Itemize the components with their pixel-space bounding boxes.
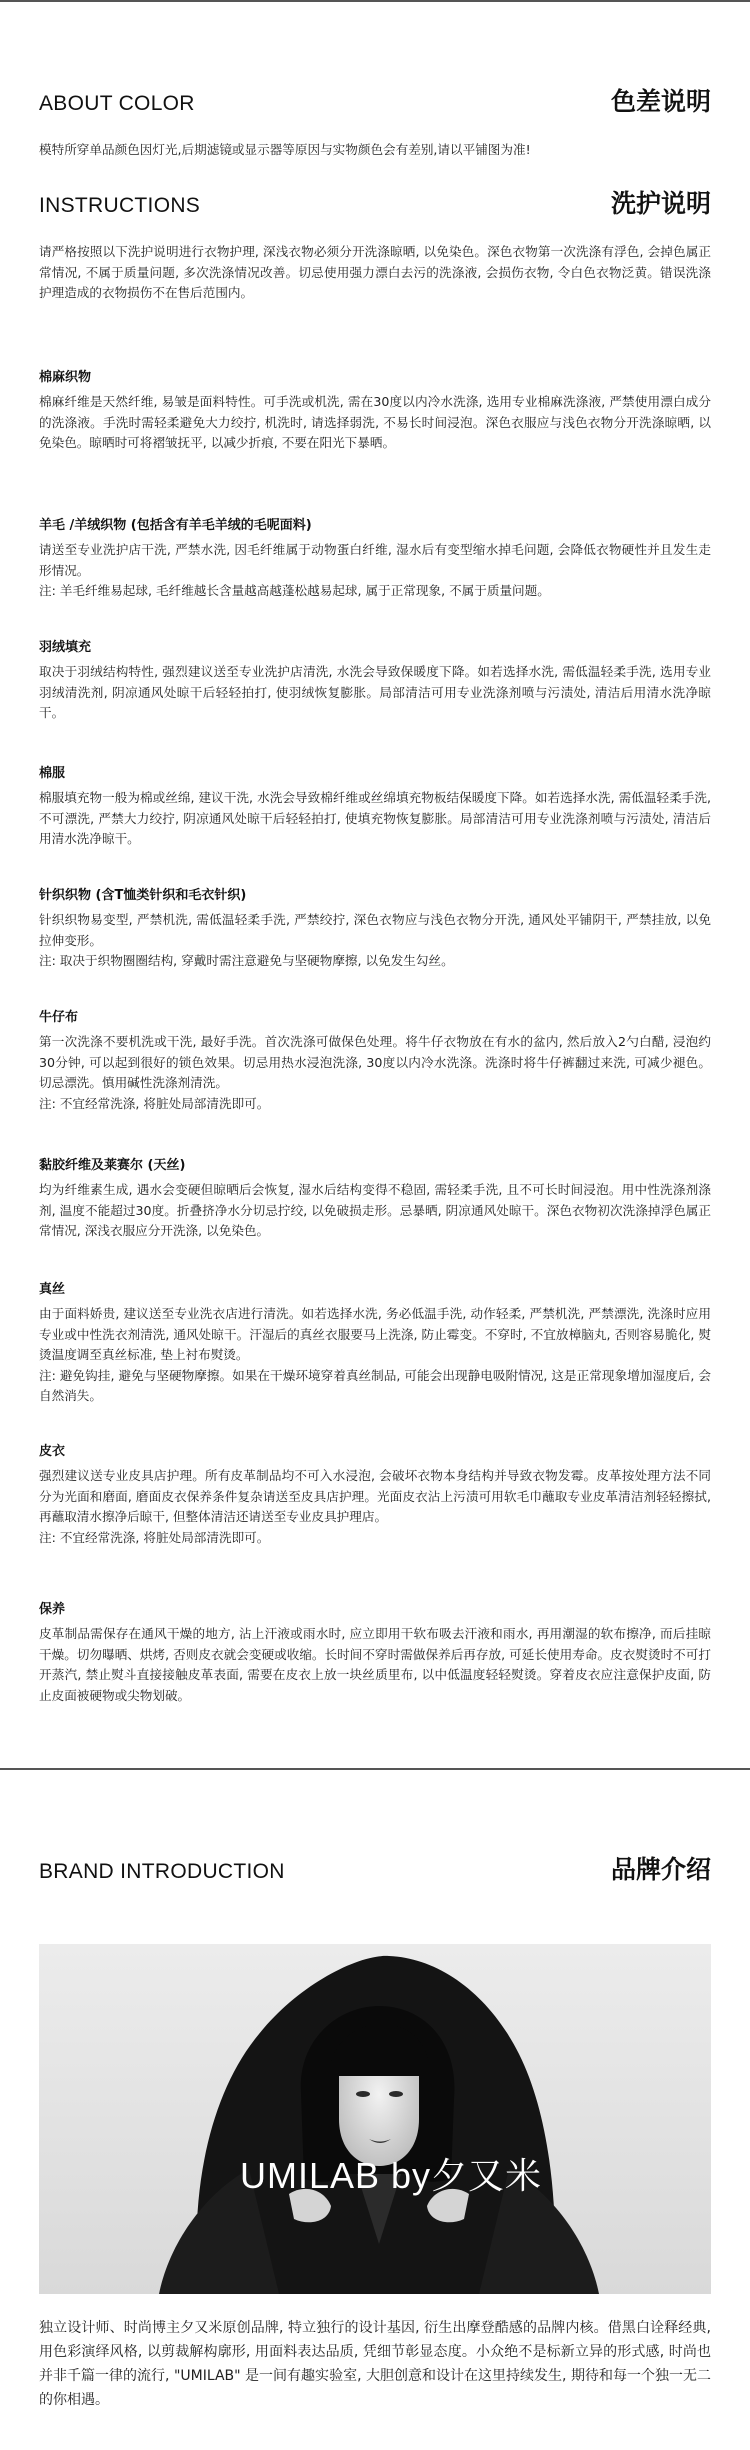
section-body: 请送至专业洗护店干洗, 严禁水洗, 因毛纤维属于动物蛋白纤维, 湿水后有变型缩水掉毛问题, 会降低衣物硬性并且发生走形情况。 注: 羊毛纤维易起球, 毛纤维越长含量越高越蓬松越易起球, 属于正常现象, 不属于质量问题。 — [39, 542, 711, 599]
top-divider — [0, 0, 750, 2]
brand-title-cn: 品牌介绍 — [610, 1855, 711, 1884]
section-body: 皮革制品需保存在通风干燥的地方, 沾上汗液或雨水时, 应立即用干软布吸去汗液和雨水, 再用潮湿的软布擦净, 而后挂晾干燥。切勿曝晒、烘烤, 否则皮衣就会变硬或收缩。长时间不穿时需做保养后再存放, 可延长使用寿命。皮衣熨烫时不可打开蒸汽, 禁止熨斗直接接触皮革表面, 需要在皮衣上放一块丝质里布, 以中低温度轻轻熨烫。穿着皮衣应注意保护皮面, 防止皮面被硬物或尖物划破。 — [39, 1626, 711, 1703]
care-section-padded — [39, 764, 711, 850]
care-section-viscose — [39, 1156, 711, 1242]
section-title: 皮衣 — [39, 1444, 66, 1459]
section-body: 均为纤维素生成, 遇水会变硬但晾晒后会恢复, 湿水后结构变得不稳固, 需轻柔手洗, 且不可长时间浸泡。用中性洗涤剂涤剂, 温度不能超过30度。折叠挤净水分切忌拧绞, 以免破损走形。忌暴晒, 阴凉通风处晾干。深色衣物初次洗涤掉浮色属正常情况, 深浅衣服应分开洗涤, 以免染色。 — [39, 1182, 711, 1239]
section-title: 棉麻织物 — [39, 370, 92, 385]
brand-photo — [39, 1944, 711, 2294]
brand-header — [39, 1852, 711, 1886]
about-color-title-cn: 色差说明 — [610, 87, 711, 116]
section-title: 保养 — [39, 1602, 66, 1617]
instructions-title-en: INSTRUCTIONS — [39, 194, 201, 217]
section-title: 针织织物 (含T恤类针织和毛衣针织) — [39, 888, 247, 903]
care-section-maintenance — [39, 1600, 711, 1706]
brand-intro-text: 独立设计师、时尚博主夕又米原创品牌, 特立独行的设计基因, 衍生出摩登酷感的品牌内核。借黑白诠释经典, 用色彩演绎风格, 以剪裁解构廓形, 用面料表达品质, 凭细节彰显态度。小众绝不是标新立异的形式感, 时尚也并非千篇一律的流行, "UMILAB" 是一间有趣实验室, 大胆创意和设计在这里持续发生, 期待和每一个独一无二的你相遇。 — [39, 2320, 711, 2408]
section-body: 由于面料娇贵, 建议送至专业洗衣店进行清洗。如若选择水洗, 务必低温手洗, 动作轻柔, 严禁机洗, 严禁漂洗, 洗涤时应用专业或中性洗衣剂清洗, 通风处晾干。汗湿后的真丝衣服要马上洗涤, 防止霉变。不穿时, 不宜放樟脑丸, 否则容易脆化, 熨烫温度调至真丝标准, 垫上衬布熨烫。 注: 避免钩挂, 避免与坚硬物摩擦。如果在干燥环境穿着真丝制品, 可能会出现静电吸附情况, 这是正常现象增加湿度后, 会自然消失。 — [39, 1306, 711, 1404]
section-title: 真丝 — [39, 1282, 66, 1297]
care-section-knit — [39, 886, 711, 972]
section-body: 针织织物易变型, 严禁机洗, 需低温轻柔手洗, 严禁绞拧, 深色衣物应与浅色衣物分开洗, 通风处平铺阴干, 严禁挂放, 以免拉伸变形。 注: 取决于织物圈圈结构, 穿戴时需注意避免与坚硬物摩擦, 以免发生勾丝。 — [39, 912, 711, 969]
section-divider — [0, 1768, 750, 1770]
section-title: 黏胶纤维及莱赛尔 (天丝) — [39, 1158, 186, 1173]
instructions-header — [39, 186, 711, 220]
model-illustration — [39, 1944, 711, 2294]
care-section-cotton-linen — [39, 368, 711, 454]
about-color-header — [39, 84, 711, 118]
about-color-title-en: ABOUT COLOR — [39, 92, 195, 115]
brand-logo-text: UMILAB by夕又米 — [240, 2155, 543, 2196]
about-color-text: 模特所穿单品颜色因灯光,后期滤镜或显示器等原因与实物颜色会有差别,请以平铺图为准! — [39, 142, 531, 157]
section-body: 取决于羽绒结构特性, 强烈建议送至专业洗护店清洗, 水洗会导致保暖度下降。如若选择水洗, 需低温轻柔手洗, 选用专业羽绒清洗剂, 阴凉通风处晾干后轻轻拍打, 使羽绒恢复膨胀。局部清洁可用专业洗涤剂喷与污渍处, 清洁后用清水洗净晾干。 — [39, 664, 711, 721]
section-title: 羽绒填充 — [39, 640, 92, 655]
instructions-intro: 请严格按照以下洗护说明进行衣物护理, 深浅衣物必须分开洗涤晾晒, 以免染色。深色衣物第一次洗涤有浮色, 会掉色属正常情况, 不属于质量问题, 多次洗涤情况改善。切忌使用强力漂白去污的洗涤液, 会损伤衣物, 令白色衣物泛黄。错误洗涤护理造成的衣物损伤不在售后范围内。 — [39, 244, 711, 301]
section-body: 强烈建议送专业皮具店护理。所有皮革制品均不可入水浸泡, 会破坏衣物本身结构并导致衣物发霉。皮革按处理方法不同分为光面和磨面, 磨面皮衣保养条件复杂请送至皮具店护理。光面皮衣沾上污渍可用软毛巾蘸取专业皮革清洁剂轻轻擦拭, 再蘸取清水擦净后晾干, 但整体清洁还请送至专业皮具护理店。 注: 不宜经常洗涤, 将脏处局部清洗即可。 — [39, 1468, 711, 1545]
section-body: 第一次洗涤不要机洗或干洗, 最好手洗。首次洗涤可做保色处理。将牛仔衣物放在有水的盆内, 然后放入2勺白醋, 浸泡约30分钟, 可以起到很好的锁色效果。切忌用热水浸泡洗涤, 30度以内冷水洗涤。洗涤时将牛仔裤翻过来洗, 可减少褪色。切忌漂洗。慎用碱性洗涤剂清洗。 注: 不宜经常洗涤, 将脏处局部清洗即可。 — [39, 1034, 711, 1111]
care-section-down — [39, 638, 711, 724]
section-title: 棉服 — [39, 766, 66, 781]
section-body: 棉麻纤维是天然纤维, 易皱是面料特性。可手洗或机洗, 需在30度以内冷水洗涤, 选用专业棉麻洗涤液, 严禁使用漂白成分的洗涤液。手洗时需轻柔避免大力绞拧, 机洗时, 请选择弱洗, 不易长时间浸泡。深色衣服应与浅色衣物分开洗涤晾晒, 以免染色。晾晒时可将褶皱抚平, 以减少折痕, 不要在阳光下暴晒。 — [39, 394, 711, 451]
care-section-denim — [39, 1008, 711, 1114]
care-section-leather — [39, 1442, 711, 1548]
brand-title-en: BRAND INTRODUCTION — [39, 1860, 285, 1883]
section-title: 羊毛 /羊绒织物 (包括含有羊毛羊绒的毛呢面料) — [39, 518, 312, 533]
care-section-silk — [39, 1280, 711, 1407]
instructions-title-cn: 洗护说明 — [610, 189, 711, 218]
section-title: 牛仔布 — [39, 1010, 79, 1025]
care-section-wool — [39, 516, 711, 602]
section-body: 棉服填充物一般为棉或丝绵, 建议干洗, 水洗会导致棉纤维或丝绵填充物板结保暖度下降。如若选择水洗, 需低温轻柔手洗, 不可漂洗, 严禁大力绞拧, 阴凉通风处晾干后轻轻拍打, 使填充物恢复膨胀。局部清洁可用专业洗涤剂喷与污渍处, 清洁后用清水洗净晾干。 — [39, 790, 711, 847]
